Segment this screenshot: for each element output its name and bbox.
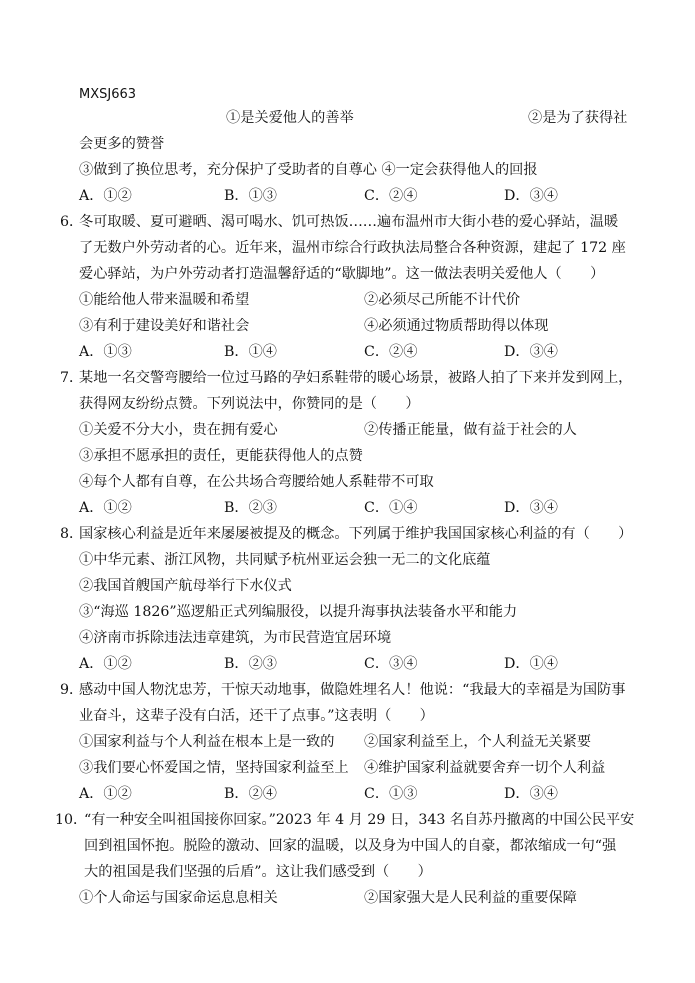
- q9-choice-c[interactable]: C．①③: [364, 786, 418, 802]
- q5-choice-a[interactable]: A．①②: [79, 188, 132, 204]
- q6-stem-3: 爱心驿站，为户外劳动者打造温馨舒适的“歇脚地”。这一做法表明关爱他人（ ）: [79, 266, 605, 282]
- q10-stem-1: “有一种安全叫祖国接你回家。”2023 年 4 月 29 日，343 名自苏丹撤离的中国公民平安: [84, 812, 635, 828]
- q8-stem-1: 国家核心利益是近年来屡屡被提及的概念。下列属于维护我国国家核心利益的有（ ）: [79, 526, 633, 542]
- q6-number: 6．: [60, 214, 84, 230]
- q6-stem-1: 冬可取暖、夏可避晒、渴可喝水、饥可热饭……遍布温州市大街小巷的爱心驿站，温暖: [79, 214, 619, 230]
- q5-choice-b[interactable]: B．①③: [224, 188, 277, 204]
- q6-options-row-1: [79, 291, 639, 309]
- q9-stem-1: 感动中国人物沈忠芳，干惊天动地事，做隐姓埋名人！他说：“我最大的幸福是为国防事: [79, 682, 626, 698]
- q8-option-2: ②我国首艘国产航母举行下水仪式: [79, 578, 292, 594]
- q8-option-1: ①中华元素、浙江风物，共同赋予杭州亚运会独一无二的文化底蕴: [79, 552, 491, 568]
- q9-option-1: ①国家利益与个人利益在根本上是一致的: [79, 734, 335, 750]
- q6-option-2: ②必须尽己所能不计代价: [364, 292, 521, 308]
- q9-choice-b[interactable]: B．②④: [224, 786, 277, 802]
- q8-number: 8．: [60, 526, 84, 542]
- q8-choice-c[interactable]: C．③④: [364, 656, 418, 672]
- document-code: MXSJ663: [79, 87, 137, 102]
- q6-option-1: ①能给他人带来温暖和希望: [79, 292, 250, 308]
- q5-choices: [79, 187, 639, 205]
- q7-stem-2: 获得网友纷纷点赞。下列说法中，你赞同的是（ ）: [79, 396, 420, 412]
- q6-choice-d[interactable]: D．③④: [504, 344, 558, 360]
- q10-stem-3: 大的祖国是我们坚强的后盾”。这让我们感受到（ ）: [84, 864, 432, 880]
- q9-option-3: ③我们要心怀爱国之情，坚持国家利益至上: [79, 760, 349, 776]
- q5-choice-d[interactable]: D．③④: [504, 188, 558, 204]
- q6-option-3: ③有利于建设美好和谐社会: [79, 318, 250, 334]
- q7-choices: [79, 499, 639, 517]
- q9-choices: [79, 785, 639, 803]
- q10-options-row-1: [79, 889, 639, 907]
- q7-options-row-1: [79, 421, 639, 439]
- q10-option-2: ②国家强大是人民利益的重要保障: [364, 890, 577, 906]
- q6-option-4: ④必须通过物质帮助得以体现: [364, 318, 549, 334]
- q5-options-3-4: ③做到了换位思考，充分保护了受助者的自尊心 ④一定会获得他人的回报: [79, 162, 538, 178]
- q9-choice-a[interactable]: A．①②: [79, 786, 132, 802]
- q8-option-4: ④济南市拆除违法违章建筑，为市民营造宜居环境: [79, 630, 392, 646]
- q9-options-row-2: [79, 759, 639, 777]
- q6-choices: [79, 343, 639, 361]
- q5-choice-c[interactable]: C．②④: [364, 188, 418, 204]
- q5-option-2: ②是为了获得社: [528, 110, 628, 126]
- q6-choice-a[interactable]: A．①③: [79, 344, 132, 360]
- q8-choice-a[interactable]: A．①②: [79, 656, 132, 672]
- q9-number: 9．: [60, 682, 84, 698]
- q7-choice-c[interactable]: C．①④: [364, 500, 418, 516]
- q7-option-3: ③承担不愿承担的责任，更能获得他人的点赞: [79, 448, 363, 464]
- q10-number: 10．: [55, 812, 88, 828]
- q7-option-1: ①关爱不分大小，贵在拥有爱心: [79, 422, 278, 438]
- q7-option-4: ④每个人都有自尊，在公共场合弯腰给她人系鞋带不可取: [79, 474, 434, 490]
- q7-number: 7．: [60, 370, 84, 386]
- q7-stem-1: 某地一名交警弯腰给一位过马路的孕妇系鞋带的暖心场景，被路人拍了下来并发到网上，: [79, 370, 633, 386]
- q9-option-4: ④维护国家利益就要舍弃一切个人利益: [364, 760, 606, 776]
- q8-choice-d[interactable]: D．①④: [504, 656, 558, 672]
- q8-choices: [79, 655, 639, 673]
- q10-stem-2: 回到祖国怀抱。脱险的激动、回家的温暖，以及身为中国人的自豪，都浓缩成一句“强: [84, 838, 617, 854]
- q7-choice-d[interactable]: D．③④: [504, 500, 558, 516]
- q9-stem-2: 业奋斗，这辈子没有白活，还干了点事。”这表明（ ）: [79, 708, 434, 724]
- q7-choice-a[interactable]: A．①②: [79, 500, 132, 516]
- q7-option-2: ②传播正能量，做有益于社会的人: [364, 422, 577, 438]
- q5-option-1: ①是关爱他人的善举: [226, 110, 354, 126]
- q6-options-row-2: [79, 317, 639, 335]
- q8-option-3: ③“海巡 1826”巡逻船正式列编服役，以提升海事执法装备水平和能力: [79, 604, 518, 620]
- q5-option-2-cont: 会更多的赞誉: [79, 136, 165, 152]
- q9-options-row-1: [79, 733, 639, 751]
- q7-choice-b[interactable]: B．②③: [224, 500, 277, 516]
- q6-choice-b[interactable]: B．①④: [224, 344, 277, 360]
- q9-option-2: ②国家利益至上，个人利益无关紧要: [364, 734, 592, 750]
- q10-option-1: ①个人命运与国家命运息息相关: [79, 890, 278, 906]
- q9-choice-d[interactable]: D．③④: [504, 786, 558, 802]
- q8-choice-b[interactable]: B．②③: [224, 656, 277, 672]
- q6-choice-c[interactable]: C．②④: [364, 344, 418, 360]
- q6-stem-2: 了无数户外劳动者的心。近年来，温州市综合行政执法局整合各种资源，建起了 172 座: [79, 240, 626, 256]
